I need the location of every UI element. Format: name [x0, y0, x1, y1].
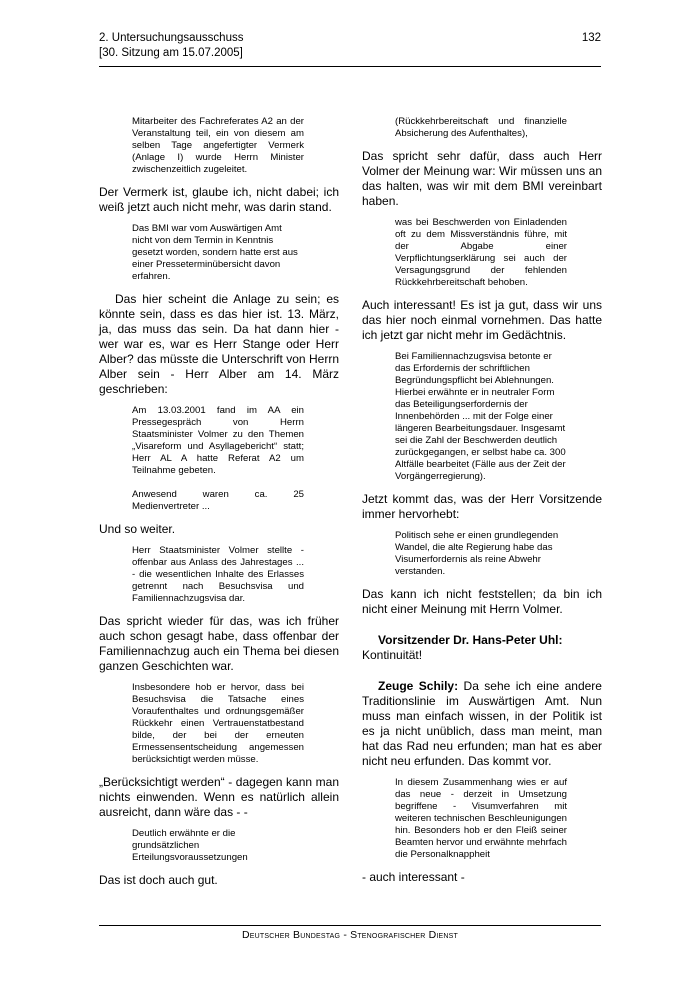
quote-text: Anwesend waren ca. 25 Medienvertreter ...: [132, 489, 304, 512]
transcript-paragraph: Der Vermerk ist, glaube ich, nicht dabei; ich weiß jetzt auch nicht mehr, was darin stand.: [99, 185, 339, 214]
quote-block: Herr Staatsminister Volmer stellte - offenbar aus Anlass des Jahrestages ... - die wesentlichen Inhalte des Erlasses getrennt nach Besuchsvisa und Familiennachzugsvisa dar.: [132, 545, 304, 604]
quote-block: Das BMI war vom Auswärtigen Amt nicht von dem Termin in Kenntnis gesetzt worden, sondern hatte erst aus einer Presseterminübersicht davon erfahren.: [132, 223, 298, 282]
quote-block: Deutlich erwähnte er die grundsätzlichen Erteilungsvoraussetzungen: [132, 828, 248, 863]
quote-block: Bei Familiennachzugsvisa betonte er das Erfordernis der schriftlichen Begründungspflicht bei Ablehnungen. Hierbei erwähnte er in neutraler Form das Beteiligungserfordernis der Innenbehörden ... mit der Folge einer längeren Bearbeitungsdauer. Insgesamt sei die Zahl der Beschwerden deutlich zurückgegangen, er selbst habe ca. 300 Altfälle bearbeitet (Fälle aus der Zeit der Vorgängerregierung).: [395, 351, 566, 482]
quote-block: Mitarbeiter des Fachreferates A2 an der Veranstaltung teil, ein von diesem am selben Tage angefertigter Vermerk (Anlage I) wurde Herrn Minister zwischenzeitlich zugeleitet.: [132, 116, 304, 175]
speaker-paragraph: [362, 679, 602, 769]
speaker-name: Vorsitzender Dr. Hans-Peter Uhl:: [378, 633, 563, 647]
quote-text: Am 13.03.2001 fand im AA ein Pressegespräch von Herrn Staatsminister Volmer zu den Themen „Visareform und Asyllagebericht“ statt; Herr AL A hatte Referat A2 um Teilnahme gebeten.: [132, 405, 304, 476]
transcript-paragraph: Und so weiter.: [99, 522, 176, 536]
quote-block: In diesem Zusammenhang wies er auf das neue - derzeit in Umsetzung begriffene - Visumverfahren mit weiteren technischen Beschleunigungen hin. Besonders hob er den Fleiß seiner Beamten hervor und erwähnte mehrfach die Personalknappheit: [395, 777, 567, 860]
transcript-paragraph: Auch interessant! Es ist ja gut, dass wir uns das hier noch einmal vornehmen. Das hatte ich jetzt gar nicht mehr im Gedächtnis.: [362, 298, 602, 342]
speaker-name: Zeuge Schily:: [378, 679, 459, 693]
page-header: [99, 31, 601, 65]
transcript-paragraph: - auch interessant -: [362, 870, 465, 884]
transcript-paragraph: Das kann ich nicht feststellen; da bin ich nicht einer Meinung mit Herrn Volmer.: [362, 587, 602, 616]
speech-text: Da sehe ich eine andere Traditionslinie im Auswärtigen Amt. Nun muss man einfach wissen, in der Politik ist es ja nicht unüblich, dass man meint, man hat das Rad neu erfunden; man hat es aber nicht neu erfunden. Das kommt vor.: [362, 679, 602, 768]
transcript-paragraph: Jetzt kommt das, was der Herr Vorsitzende immer hervorhebt:: [362, 492, 602, 521]
page-footer: Deutscher Bundestag - Stenografischer Dienst: [242, 929, 458, 941]
header-divider: [99, 66, 601, 67]
session-date: [30. Sitzung am 15.07.2005]: [99, 47, 243, 59]
transcript-paragraph: Das spricht sehr dafür, dass auch Herr Volmer der Meinung war: Wir müssen uns an das halten, was wir mit dem BMI vereinbart haben.: [362, 149, 602, 208]
transcript-paragraph: Das ist doch auch gut.: [99, 873, 218, 887]
speech-text: Kontinuität!: [362, 648, 423, 662]
quote-block: was bei Beschwerden von Einladenden oft zu dem Missverständnis führe, mit der Abgabe einer Verpflichtungserklärung sei auch der Versagungsgrund der fehlenden Rückkehrbereitschaft behoben.: [395, 217, 567, 288]
quote-block: Insbesondere hob er hervor, dass bei Besuchsvisa die Tatsache eines Voraufenthaltes und ordnungsgemäßer Rückkehr einen Vertrauenstatbestand bilde, der bei der erneuten Ermessensentscheidung angemessen berücksichtigt werden müsse.: [132, 682, 304, 765]
quote-block: [132, 405, 304, 513]
transcript-paragraph: „Berücksichtigt werden“ - dagegen kann man nichts einwenden. Wenn es natürlich allein ausreicht, dann wäre das - -: [99, 775, 339, 819]
transcript-paragraph: Das hier scheint die Anlage zu sein; es könnte sein, dass es das hier ist. 13. März, ja, das muss das sein. Da hat dann hier - wer war es, war es Herr Stange oder Herr Alber? das müsste die Unterschrift von Herrn Alber sein - Herr Alber am 14. März geschrieben:: [99, 292, 339, 396]
quote-block: Politisch sehe er einen grundlegenden Wandel, die alte Regierung habe das Visumerfordernis als reine Abwehr verstanden.: [395, 530, 559, 577]
left-column: [99, 116, 339, 896]
speaker-paragraph: [362, 633, 602, 663]
transcript-paragraph: Das spricht wieder für das, was ich früher auch schon gesagt habe, dass offenbar der Familiennachzug auch ein Thema bei diesen ganzen Geschichten war.: [99, 614, 339, 673]
committee-title: 2. Untersuchungsausschuss: [99, 32, 244, 44]
page-number: 132: [581, 32, 601, 44]
right-column: [362, 116, 602, 893]
footer-divider: [99, 925, 601, 926]
quote-block: (Rückkehrbereitschaft und finanzielle Absicherung des Aufenthaltes),: [395, 116, 567, 139]
